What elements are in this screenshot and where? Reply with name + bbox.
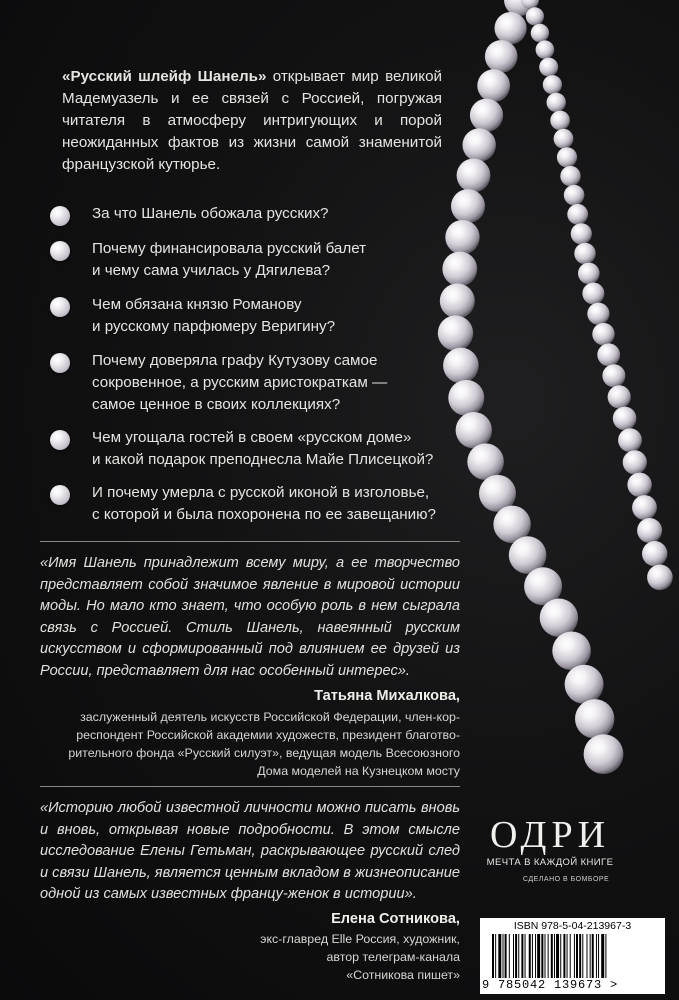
barcode-bar — [503, 934, 504, 978]
quote-author: Елена Сотникова, — [331, 911, 460, 927]
barcode-digits: 9 785042 139673 > — [482, 978, 619, 992]
quote-sotnikova: «Историю любой известной личности можно писать вновь и вновь, открывая новые подробности. В этом смысле исследование Елены Гетьман, раскрывающее русский след и связи Шанель, является ценным вкладом в жизнеописание одной из самых известных францу-женок в истории». — [40, 800, 460, 902]
barcode-bar — [598, 934, 599, 978]
quote-author: Татьяна Михалкова, — [314, 688, 460, 704]
pearl-bullet-icon — [50, 353, 70, 373]
book-title: «Русский шлейф Шанель» — [62, 68, 267, 85]
barcode-bar — [532, 934, 533, 978]
question-text: Почему доверяла графу Кутузову самое сокровенное, а русским аристократкам — самое ценное в своих коллекциях? — [92, 352, 388, 413]
pearl — [560, 166, 580, 186]
barcode-bar — [590, 934, 591, 978]
barcode-bar — [492, 934, 494, 978]
divider — [40, 786, 460, 787]
pearl — [565, 665, 604, 704]
barcode-bar — [498, 934, 501, 978]
publisher-name: ОДРИ — [489, 814, 611, 856]
pearl — [574, 243, 595, 264]
pearl — [647, 565, 673, 591]
pearl — [495, 12, 527, 44]
pearl — [552, 632, 591, 671]
barcode-bar — [567, 934, 568, 978]
barcode-bar — [596, 934, 597, 978]
barcode-bar — [551, 934, 553, 978]
pearl — [540, 599, 578, 637]
barcode-bar — [576, 934, 578, 978]
barcode-bar — [560, 934, 561, 978]
isbn-barcode — [480, 918, 665, 994]
pearl — [457, 159, 491, 193]
question-text: Почему финансировала русский балет и чему сама училась у Дягилева? — [92, 240, 367, 279]
barcode-bar — [513, 934, 514, 978]
pearl — [536, 40, 555, 59]
barcode-bar — [518, 934, 519, 978]
pearl — [582, 283, 604, 305]
barcode-bar — [592, 934, 594, 978]
intro-text: открывает мир великой Мадемуазель и ее связей с Россией, погружая читателя в атмосферу интригующих и порой неожиданных фактов из жизни самой знаменитой французской кутюрье. — [62, 68, 442, 173]
question-text: За что Шанель обожала русских? — [92, 205, 329, 222]
question-text: Чем угощала гостей в своем «русском доме» и какой подарок преподнесла Майе Плисецкой? — [92, 429, 434, 468]
barcode-bar — [529, 934, 531, 978]
pearl — [575, 699, 614, 738]
barcode-bar — [601, 934, 604, 978]
pearl — [567, 204, 588, 225]
barcode-bars — [492, 934, 653, 978]
pearl — [592, 323, 614, 345]
pearl — [623, 450, 647, 474]
barcode-bar — [495, 934, 496, 978]
pearl-bullet-icon — [50, 297, 70, 317]
author-credit: экс-главред Elle Россия, художник, автор телеграм-канала «Сотникова пишет» — [260, 932, 460, 982]
pearl-bullet-icon — [50, 206, 70, 226]
pearl — [543, 75, 562, 94]
barcode-bar — [535, 934, 536, 978]
pearl — [554, 129, 574, 149]
pearl — [627, 473, 651, 497]
pearl — [613, 407, 637, 431]
barcode-bar — [537, 934, 540, 978]
pearl — [602, 364, 625, 387]
barcode-bar — [563, 934, 565, 978]
barcode-bar — [574, 934, 575, 978]
barcode-bar — [579, 934, 581, 978]
pearl-bullet-icon — [50, 430, 70, 450]
pearl — [584, 734, 624, 774]
barcode-bar — [556, 934, 559, 978]
question-text: И почему умерла с русской иконой в изголовье, с которой и была похоронена по ее завещанию? — [92, 484, 436, 523]
author-credit: заслуженный деятель искусств Российской Федерации, член-кор- респондент Российской академии художеств, президент благотво- рительного фонда «Русский силуэт», ведущая модель Всесоюзного Дома моделей на Кузнецком мосту — [68, 710, 460, 778]
pearl — [477, 69, 510, 102]
pearl — [618, 428, 642, 452]
divider — [40, 541, 460, 542]
barcode-bar — [509, 934, 510, 978]
barcode-bar — [587, 934, 588, 978]
pearl — [463, 128, 496, 161]
barcode-bar — [554, 934, 555, 978]
barcode-bar — [570, 934, 571, 978]
publisher-logo — [480, 815, 620, 868]
barcode-bar — [582, 934, 583, 978]
pearl — [637, 518, 662, 543]
pearl — [470, 99, 503, 132]
barcode-bar — [525, 934, 526, 978]
pearl — [608, 385, 631, 408]
quote-mikhalkova: «Имя Шанель принадлежит всему миру, а ее творчество представляет собой значимое явление в мировой истории моды. Но мало кто знает, что особую роль в нем сыграла связь с Россией. Стиль Шанель, навеянный русским искусством и сформированный под влиянием ее друзей из России, представляет для нас особенный интерес». — [40, 555, 460, 679]
question-text: Чем обязана князю Романову и русскому парфюмеру Веригину? — [92, 296, 336, 335]
pearl — [526, 7, 544, 25]
pearl — [550, 111, 570, 131]
isbn-number: ISBN 978-5-04-213967-3 — [513, 920, 632, 932]
pearl-bullet-icon — [50, 241, 70, 261]
imprint-note: СДЕЛАНО В БОМБОРЕ — [523, 876, 610, 883]
pearl — [539, 58, 558, 77]
barcode-bar — [521, 934, 523, 978]
pearl — [557, 147, 577, 167]
pearl — [531, 24, 549, 42]
barcode-bar — [548, 934, 549, 978]
pearl — [642, 541, 667, 566]
barcode-bar — [505, 934, 507, 978]
barcode-bar — [541, 934, 543, 978]
pearl — [587, 303, 609, 325]
pearl — [571, 223, 592, 244]
pearl — [547, 93, 566, 112]
barcode-bar — [515, 934, 517, 978]
barcode-bar — [605, 934, 606, 978]
intro-paragraph — [62, 66, 442, 176]
pearl — [485, 40, 518, 73]
barcode-bar — [545, 934, 546, 978]
publisher-tagline: МЕЧТА В КАЖДОЙ КНИГЕ — [486, 857, 614, 868]
pearl — [564, 185, 585, 206]
pearl — [597, 343, 620, 366]
pearl — [632, 495, 657, 520]
pearl-bullet-icon — [50, 485, 70, 505]
pearl — [578, 263, 600, 285]
